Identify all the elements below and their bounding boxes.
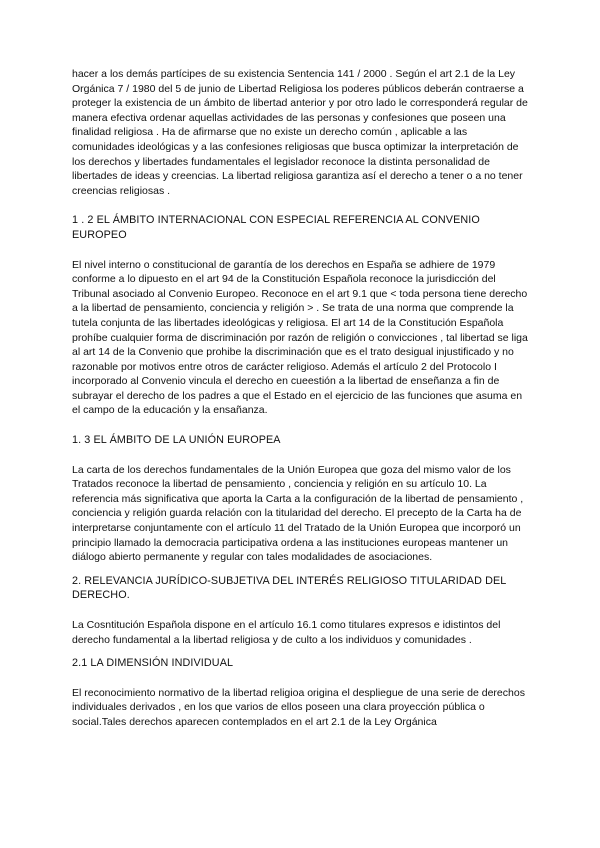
section-heading-ambito-internacional: 1 . 2 EL ÁMBITO INTERNACIONAL CON ESPECIAL REFERENCIA AL CONVENIO EUROPEO	[72, 214, 480, 241]
section-heading-dimension-individual: 2.1 LA DIMENSIÓN INDIVIDUAL	[72, 657, 234, 670]
paragraph-convenio-europeo: El nivel interno o constitucional de garantía de los derechos en España se adhiere de 1979 conforme a lo dipuesto en el art 94 de la Constitución Española reconoce la jurisdicción del Tribunal asociado al Convenio Europeo. Reconoce en el art 9.1 que < toda persona tiene derecho a la libertad de pensamiento, conciencia y religión > . Se trata de una norma que comprende la tutela conjunta de las libertades ideológicas y religiosa. El art 14 de la Constitución Española prohíbe cualquier forma de discriminación por razón de religión o convicciones , tal libertad se liga al art 14 de la Convenio que prohibe la discriminación que es el trato desigual injustificado y no razonable por motivos entre otros de carácter religioso. Además el artículo 2 del Protocolo I incorporado al Convenio vincula el derecho en cueestión a la libertad de enseñanza a fin de subrayar el derecho de los padres a que el Estado en el ejercicio de las funciones que asuma en el campo de la educación y la ensañanza.	[72, 258, 528, 417]
paragraph-derechos-individuales: El reconocimiento normativo de la libertad religioa origina el despliegue de una serie de derechos individuales derivados , en los que varios de ellos poseen una clara proyección pública o social.Tales derechos aparecen contemplados en el art 2.1 de la Ley Orgánica	[72, 686, 525, 728]
document-page	[72, 67, 528, 730]
section-heading-union-europea: 1. 3 EL ÁMBITO DE LA UNIÓN EUROPEA	[72, 434, 281, 447]
paragraph-libertad-religiosa: hacer a los demás partícipes de su existencia Sentencia 141 / 2000 . Según el art 2.1 de la Ley Orgánica 7 / 1980 del 5 de junio de Libertad Religiosa los poderes públicos deberán contraerse a proteger la existencia de un ámbito de libertad anterior y por otro lado le corresponderá regular de manera efectiva ordenar aquellas actividades de las personas y confesiones que poseen una finalidad religiosa . Ha de afirmarse que no existe un derecho común , aplicable a las comunidades ideológicas y a las confesiones religiosas que busca optimizar la interpretación de los derechos y libertades fundamentales el legislador reconoce la distinta personalidad de libertades de ideas y creencias. La libertad religiosa garantiza así el derecho a tener o a no tener creencias religiosas .	[72, 68, 528, 197]
paragraph-carta-derechos: La carta de los derechos fundamentales de la Unión Europea que goza del mismo valor de los Tratados reconoce la libertad de pensamiento , conciencia y religión en su artículo 10. La referencia más significativa que aporta la Carta a la configuración de la libertad de pensamiento , conciencia y religión guarda relación con la titularidad del derecho. El precepto de la Carta ha de interpretarse conjuntamente con el artículo 11 del Tratado de la Unión Europea que incorporó un principio llamado la democracia participativa ordena a las instituciones europeas mantener un diálogo abierto permanente y regular con tales modalidades de asociaciones.	[72, 463, 524, 564]
section-heading-relevancia-juridica: 2. RELEVANCIA JURÍDICO-SUBJETIVA DEL INTERÉS RELIGIOSO TITULARIDAD DEL DERECHO.	[72, 574, 506, 602]
paragraph-titulares-derecho: La Cosntitución Española dispone en el artículo 16.1 como titulares expresos e idistintos del derecho fundamental a la libertad religiosa y de culto a los individuos y comunidades .	[72, 619, 501, 646]
